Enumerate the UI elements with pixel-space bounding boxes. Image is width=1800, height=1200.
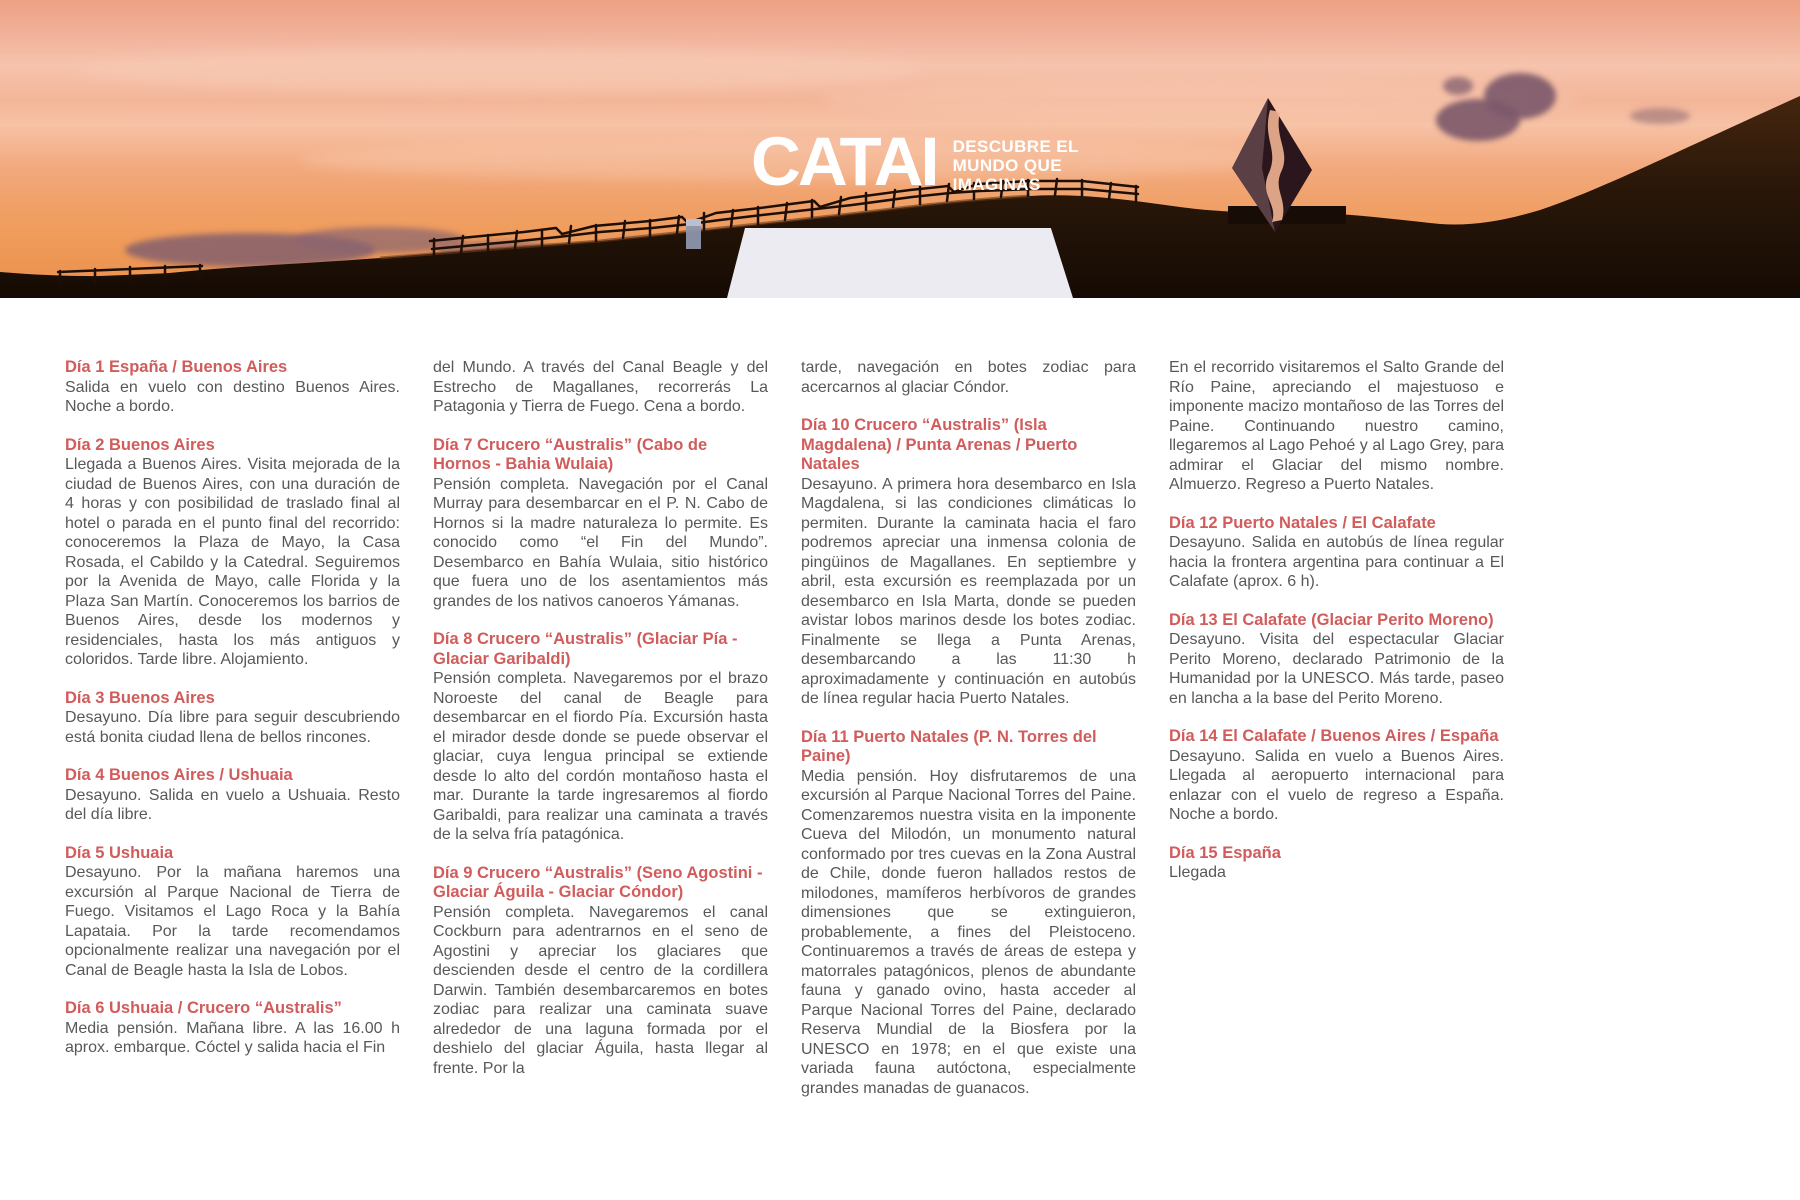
brand-tagline (953, 134, 1079, 194)
day-block (433, 864, 768, 1079)
day-block (801, 728, 1136, 1099)
day-title: Día 10 Crucero “Australis” (Isla Magdalena) / Punta Arenas / Puerto Natales (801, 416, 1078, 473)
day-block (65, 999, 400, 1058)
day-body: Desayuno. Salida en vuelo a Ushuaia. Resto del día libre. (65, 786, 400, 823)
continuation-block (433, 358, 768, 417)
day-body: Desayuno. Por la mañana haremos una excursión al Parque Nacional de Tierra de Fuego. Visitamos el Lago Roca y la Bahía Lapataia. Por la tarde recomendamos opcionalmente realizar una navegación por el Canal de Beagle hasta la Isla de Lobos. (65, 864, 400, 979)
day-body: Desayuno. Salida en autobús de línea regular hacia la frontera argentina para continuar a El Calafate (aprox. 6 h). (1169, 534, 1504, 590)
day-title: Día 7 Crucero “Australis” (Cabo de Hornos - Bahia Wulaia) (433, 435, 708, 473)
day-title: Día 15 España (1169, 843, 1281, 862)
day-title: Día 12 Puerto Natales / El Calafate (1169, 513, 1436, 532)
day-block (433, 436, 768, 612)
day-body: Llegada (1169, 864, 1226, 881)
day-block (433, 630, 768, 845)
day-body: En el recorrido visitaremos el Salto Grande del Río Paine, apreciando el majestuoso e imponente macizo montañoso de las Torres del Paine. Continuando nuestro camino, llegaremos al Lago Pehoé y al Lago Grey, para admirar el Glaciar del mismo nombre. Almuerzo. Regreso a Puerto Natales. (1169, 359, 1504, 493)
day-body: Pensión completa. Navegación por el Canal Murray para desembarcar en el P. N. Cabo de Hornos si la madre naturaleza lo permite. Es conocido como “el Fin del Mundo”. Desembarco en Bahía Wulaia, sitio histórico que fuera uno de los asentamientos más grandes de los nativos canoeros Yámanas. (433, 475, 768, 610)
day-body: tarde, navegación en botes zodiac para acercarnos al glaciar Cóndor. (801, 359, 1136, 396)
day-block (1169, 611, 1504, 709)
catai-logo-text: CATAI (751, 123, 937, 200)
tagline-line-2: MUNDO QUE (952, 156, 1062, 175)
itinerary-column-2 (433, 358, 768, 1117)
day-title: Día 4 Buenos Aires / Ushuaia (65, 766, 293, 784)
itinerary-column-4 (1169, 358, 1504, 1117)
day-block (65, 689, 400, 748)
day-body: Desayuno. Día libre para seguir descubriendo está bonita ciudad llena de bellos rincones. (65, 709, 400, 746)
tagline-line-3: IMAGINAS (952, 175, 1041, 194)
day-body: Media pensión. Hoy disfrutaremos de una excursión al Parque Nacional Torres del Paine. Comenzaremos nuestra visita en la imponente Cueva del Milodón, un monumento natural conformado por tres cuevas en la Zona Austral de Chile, donde fueron hallados restos de milodones, mamíferos herbívoros de grandes dimensiones que se extinguieron, probablemente, a fines del Pleistoceno. Continuaremos a través de áreas de estepa y matorrales patagónicos, plenos de abundante fauna y ganado ovino, hasta acceder al Parque Nacional Torres del Paine, declarado Reserva Mundial de la Biosfera por la UNESCO en 1978; en el que existe una variada fauna autóctona, especialmente grandes manadas de guanacos. (801, 767, 1136, 1097)
itinerary-column-3 (801, 358, 1136, 1117)
day-block (65, 844, 400, 981)
day-block (1169, 514, 1504, 592)
day-title: Día 11 Puerto Natales (P. N. Torres del Paine) (801, 727, 1097, 765)
hero-image (0, 0, 1800, 298)
day-title: Día 6 Ushuaia / Crucero “Australis” (65, 999, 342, 1017)
day-body: Salida en vuelo con destino Buenos Aires. Noche a bordo. (65, 378, 400, 415)
day-body: Desayuno. A primera hora desembarco en Isla Magdalena, si las condiciones climáticas lo permiten. Durante la caminata hacia el faro podremos apreciar una inmensa colonia de pingüinos de Magallanes. En septiembre y abril, esta excursión es reemplazada por un desembarco en Isla Marta, donde se pueden avistar lobos marinos desde los botes zodiac. Finalmente se llega a Punta Arenas, desembarcando a las 11:30 h aproximadamente y continuación en autobús de línea regular hacia Puerto Natales. (801, 475, 1136, 707)
day-title: Día 9 Crucero “Australis” (Seno Agostini - Glaciar Águila - Glaciar Cóndor) (433, 863, 763, 901)
hero-plate (727, 228, 1073, 298)
brand-logo (751, 123, 1079, 200)
albatross-monument (1228, 98, 1346, 232)
day-block (1169, 844, 1504, 883)
stone-column (686, 219, 701, 249)
day-body: Pensión completa. Navegaremos por el brazo Noroeste del canal de Beagle para desembarcar en el fiordo Pía. Excursión hasta el mirador desde donde se puede observar el glaciar, cuya lengua principal se extiende desde lo alto del cordón montañoso hasta el mar. Durante la tarde ingresaremos al fiordo Garibaldi, para realizar una caminata a través de la selva fría patagónica. (433, 670, 768, 843)
day-body: Desayuno. Visita del espectacular Glaciar Perito Moreno, declarado Patrimonio de la Humanidad por la UNESCO. Más tarde, paseo en lancha a la base del Perito Moreno. (1169, 631, 1504, 707)
day-title: Día 3 Buenos Aires (65, 688, 215, 707)
day-block (801, 416, 1136, 709)
day-title: Día 14 El Calafate / Buenos Aires / España (1169, 727, 1499, 745)
day-body: Pensión completa. Navegaremos el canal Cockburn para adentrarnos en el seno de Agostini y apreciar los glaciares que descienden desde el centro de la cordillera Darwin. También desembarcaremos en botes zodiac para realizar una caminata suave alrededor de una laguna formada por el deshielo del glaciar Águila, hasta llegar al frente. Por la (433, 903, 768, 1077)
day-block (65, 358, 400, 417)
itinerary-column-1 (65, 358, 400, 1117)
day-body: del Mundo. A través del Canal Beagle y del Estrecho de Magallanes, recorrerás La Patagonia y Tierra de Fuego. Cena a bordo. (433, 359, 768, 415)
day-body: Media pensión. Mañana libre. A las 16.00 h aprox. embarque. Cóctel y salida hacia el Fin (65, 1019, 400, 1056)
day-block (65, 766, 400, 825)
day-title: Día 2 Buenos Aires (65, 435, 215, 454)
day-body: Desayuno. Salida en vuelo a Buenos Aires. Llegada al aeropuerto internacional para enlazar con el vuelo de regreso a España. Noche a bordo. (1169, 747, 1504, 823)
tagline-line-1: DESCUBRE EL (952, 137, 1079, 156)
day-body: Llegada a Buenos Aires. Visita mejorada de la ciudad de Buenos Aires, con una duración de 4 horas y con posibilidad de traslado final al hotel o parada en el punto final del recorrido: conoceremos la Plaza de Mayo, la Casa Rosada, el Cabildo y la Catedral. Seguiremos por la Avenida de Mayo, calle Florida y la Plaza San Martín. Conoceremos los barrios de Buenos Aires, desde los modernos y residenciales, hasta los más antiguos y coloridos. Tarde libre. Alojamiento. (65, 456, 400, 668)
continuation-block (801, 358, 1136, 397)
day-title: Día 13 El Calafate (Glaciar Perito Moreno) (1169, 610, 1494, 629)
continuation-block (1169, 358, 1504, 495)
itinerary-columns (65, 358, 1504, 1117)
day-title: Día 1 España / Buenos Aires (65, 358, 288, 376)
day-title: Día 8 Crucero “Australis” (Glaciar Pía - Glaciar Garibaldi) (433, 630, 738, 668)
day-block (65, 436, 400, 670)
day-title: Día 5 Ushuaia (65, 843, 174, 862)
day-block (1169, 727, 1504, 825)
